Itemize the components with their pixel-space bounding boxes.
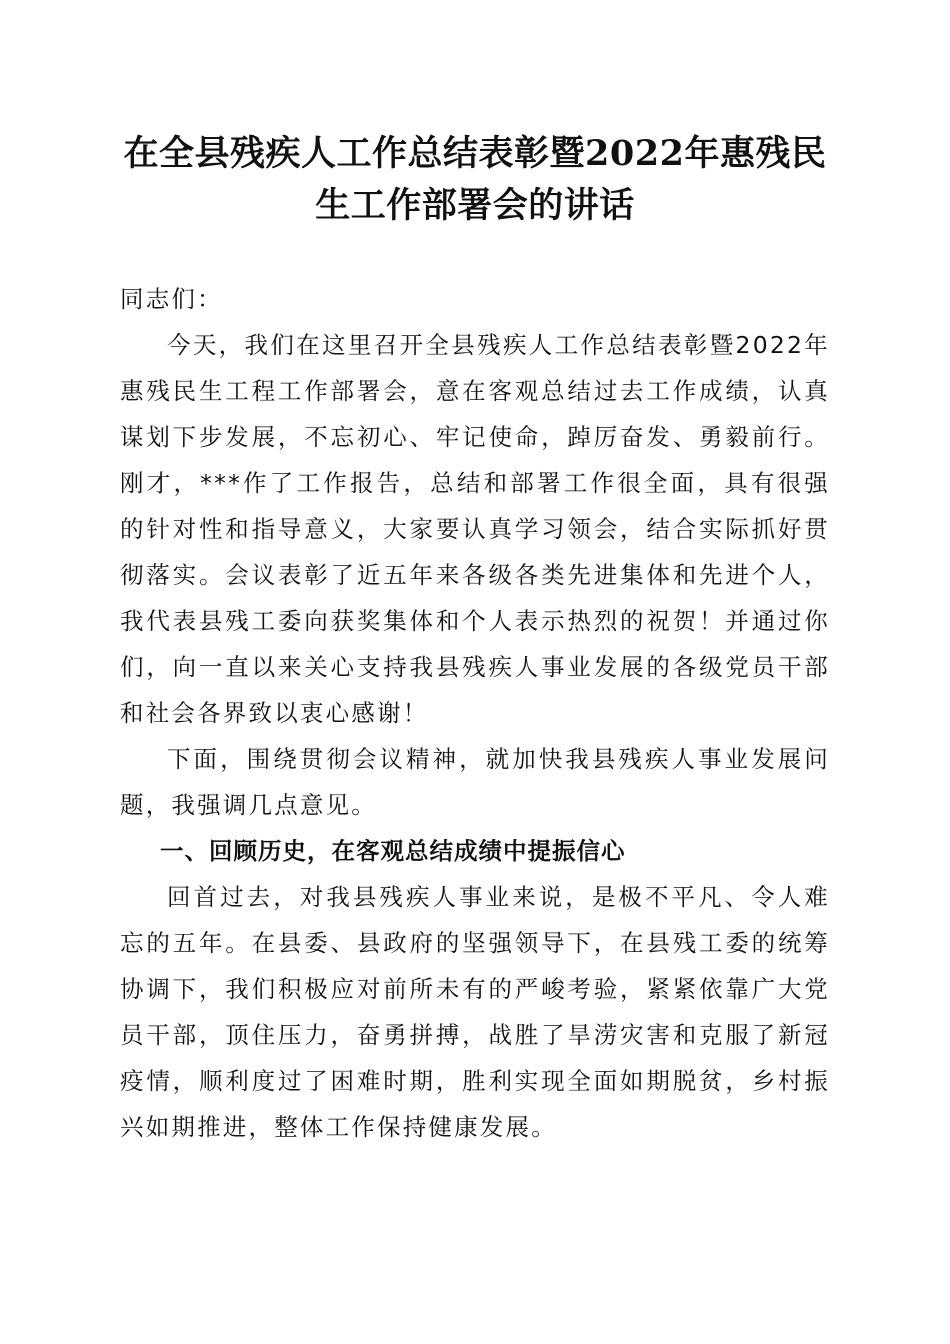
section-heading-1: 一、回顾历史，在客观总结成绩中提振信心 bbox=[160, 837, 626, 865]
salutation: 同志们： bbox=[120, 285, 223, 313]
paragraph-intro-points: 下面，围绕贯彻会议精神，就加快我县残疾人事业发展问题，我强调几点意见。 bbox=[120, 745, 830, 819]
title-line-1: 在全县残疾人工作总结表彰暨2022年惠残民 bbox=[123, 133, 827, 174]
title-line-2: 生工作部署会的讲话 bbox=[315, 185, 635, 226]
section-1-paragraph: 回首过去，对我县残疾人事业来说，是极不平凡、令人难忘的五年。在县委、县政府的坚强领导下，在县残工委的统筹协调下，我们积极应对前所未有的严峻考验，紧紧依靠广大党员干部，顶住压力，奋勇拼搏，战胜了旱涝灾害和克服了新冠疫情，顺利度过了困难时期，胜利实现全面如期脱贫，乡村振兴如期推进，整体工作保持健康发展。 bbox=[120, 883, 830, 1141]
paragraph-opening: 今天，我们在这里召开全县残疾人工作总结表彰暨2022年惠残民生工程工作部署会，意在客观总结过去工作成绩，认真谋划下步发展，不忘初心、牢记使命，踔厉奋发、勇毅前行。刚才，***作了工作报告，总结和部署工作很全面，具有很强的针对性和指导意义，大家要认真学习领会，结合实际抓好贯彻落实。会议表彰了近五年来各级各类先进集体和先进个人，我代表县残工委向获奖集体和个人表示热烈的祝贺！并通过你们，向一直以来关心支持我县残疾人事业发展的各级党员干部和社会各界致以衷心感谢！ bbox=[120, 331, 830, 727]
document-title bbox=[100, 128, 850, 232]
document-body bbox=[120, 276, 830, 1150]
